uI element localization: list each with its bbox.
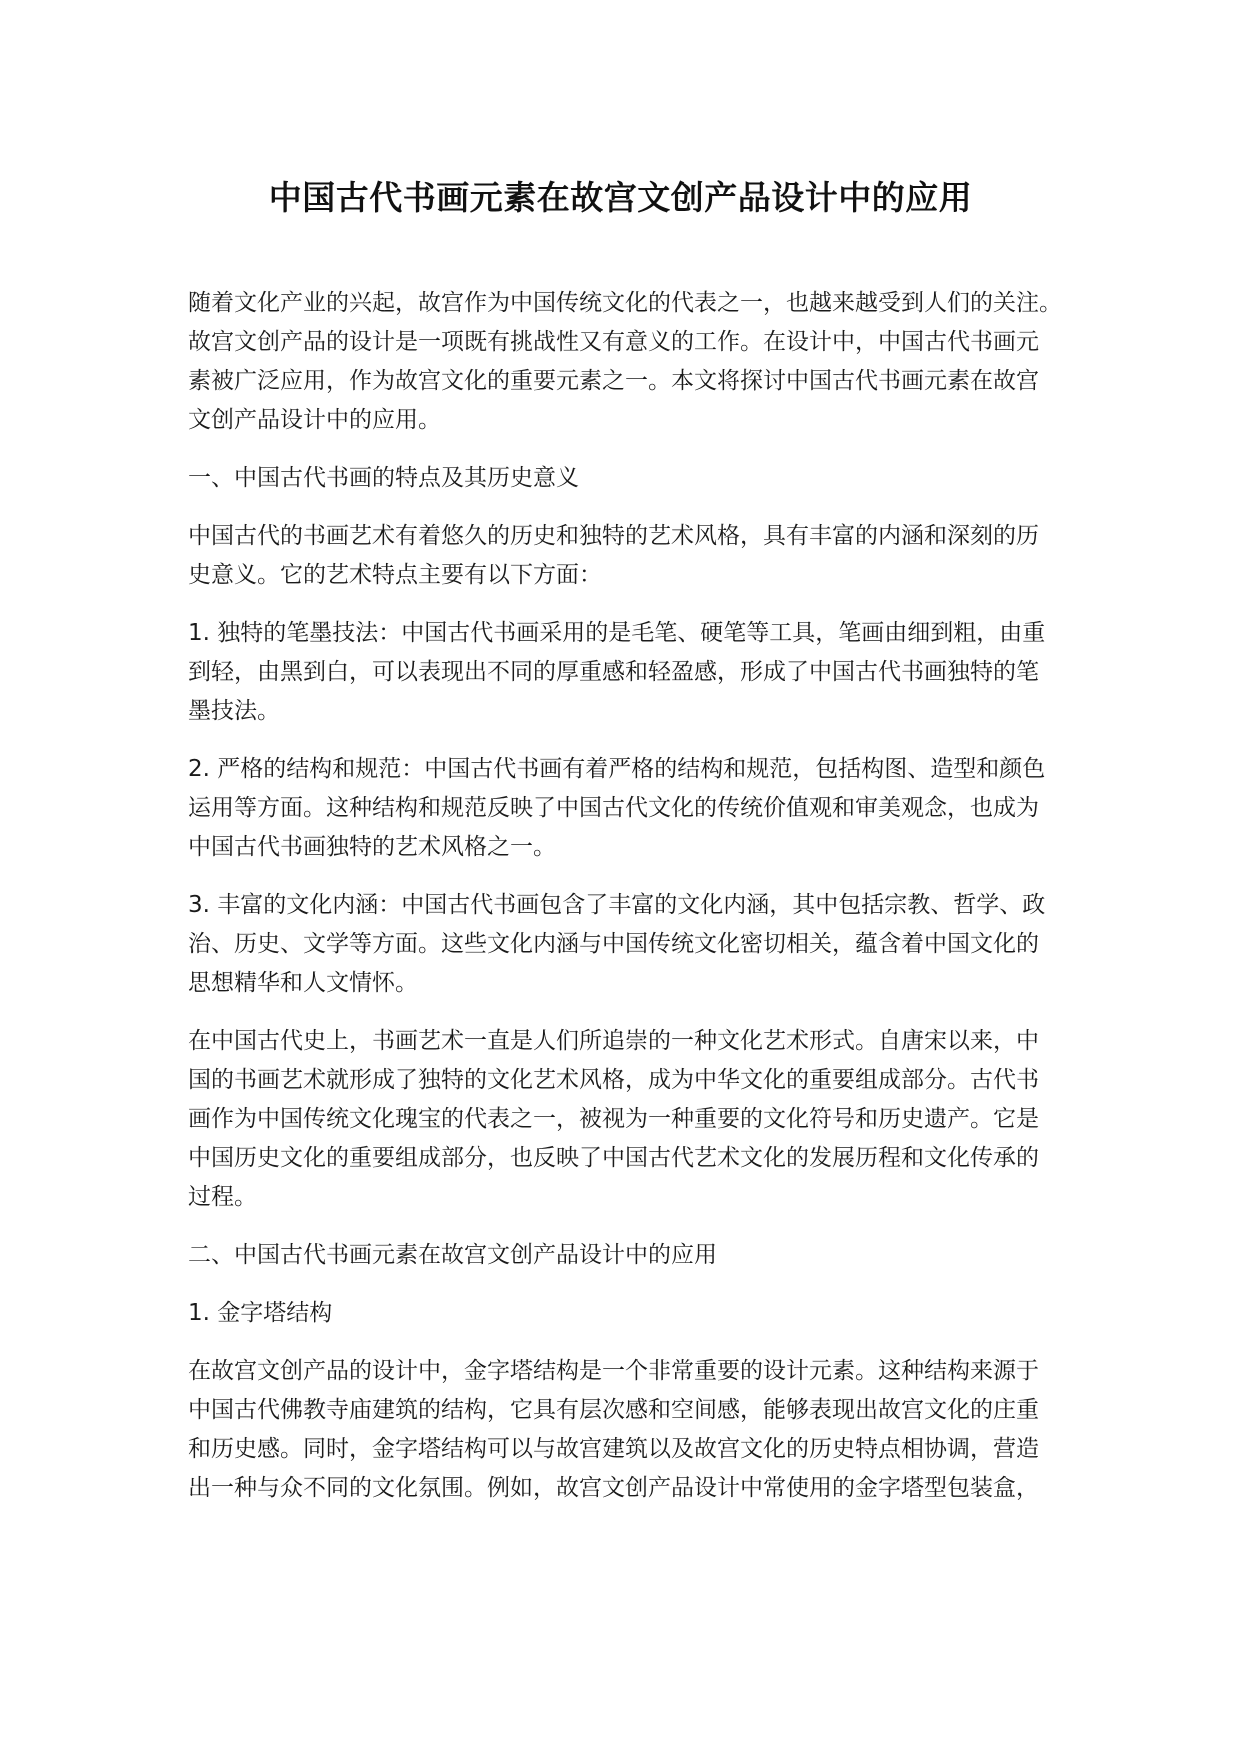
text-line: 文创产品设计中的应用。 <box>188 407 441 433</box>
text-line: 素被广泛应用，作为故宫文化的重要元素之一。本文将探讨中国古代书画元素在故宫 <box>188 368 1039 394</box>
document-title: 中国古代书画元素在故宫文创产品设计中的应用 <box>268 178 973 217</box>
text-line: 中国古代书画独特的艺术风格之一。 <box>188 834 556 860</box>
text-line: 墨技法。 <box>188 698 280 724</box>
text-line: 中国历史文化的重要组成部分，也反映了中国古代艺术文化的发展历程和文化传承的 <box>188 1145 1039 1171</box>
text-line: 2. 严格的结构和规范：中国古代书画有着严格的结构和规范，包括构图、造型和颜色 <box>188 756 1046 782</box>
text-line: 故宫文创产品的设计是一项既有挑战性又有意义的工作。在设计中，中国古代书画元 <box>188 329 1039 355</box>
text-line: 到轻，由黑到白，可以表现出不同的厚重感和轻盈感，形成了中国古代书画独特的笔 <box>188 659 1039 685</box>
text-line: 史意义。它的艺术特点主要有以下方面： <box>188 562 602 588</box>
paragraph <box>188 1352 1068 1508</box>
paragraph <box>188 614 1068 731</box>
paragraph <box>188 517 1068 595</box>
text-line: 运用等方面。这种结构和规范反映了中国古代文化的传统价值观和审美观念，也成为 <box>188 795 1039 821</box>
paragraph <box>188 750 1068 867</box>
paragraph <box>188 459 1068 498</box>
text-line: 一、中国古代书画的特点及其历史意义 <box>188 465 579 491</box>
paragraph <box>188 1236 1068 1275</box>
text-line: 国的书画艺术就形成了独特的文化艺术风格，成为中华文化的重要组成部分。古代书 <box>188 1067 1039 1093</box>
text-line: 1. 独特的笔墨技法：中国古代书画采用的是毛笔、硬笔等工具，笔画由细到粗，由重 <box>188 620 1046 646</box>
text-line: 出一种与众不同的文化氛围。例如，故宫文创产品设计中常使用的金字塔型包装盒， <box>188 1475 1039 1501</box>
text-line: 1. 金字塔结构 <box>188 1300 333 1326</box>
paragraph <box>188 1022 1068 1217</box>
text-line: 中国古代的书画艺术有着悠久的历史和独特的艺术风格，具有丰富的内涵和深刻的历 <box>188 523 1039 549</box>
text-line: 二、中国古代书画元素在故宫文创产品设计中的应用 <box>188 1242 717 1268</box>
text-line: 治、历史、文学等方面。这些文化内涵与中国传统文化密切相关，蕴含着中国文化的 <box>188 931 1039 957</box>
paragraph <box>188 1294 1068 1333</box>
text-line: 思想精华和人文情怀。 <box>188 970 418 996</box>
text-line: 过程。 <box>188 1184 257 1210</box>
document-body <box>188 284 1068 1527</box>
text-line: 画作为中国传统文化瑰宝的代表之一，被视为一种重要的文化符号和历史遗产。它是 <box>188 1106 1039 1132</box>
paragraph <box>188 886 1068 1003</box>
text-line: 随着文化产业的兴起，故宫作为中国传统文化的代表之一，也越来越受到人们的关注。 <box>188 290 1062 316</box>
text-line: 在中国古代史上，书画艺术一直是人们所追崇的一种文化艺术形式。自唐宋以来，中 <box>188 1028 1039 1054</box>
text-line: 和历史感。同时，金字塔结构可以与故宫建筑以及故宫文化的历史特点相协调，营造 <box>188 1436 1039 1462</box>
text-line: 在故宫文创产品的设计中，金字塔结构是一个非常重要的设计元素。这种结构来源于 <box>188 1358 1039 1384</box>
paragraph <box>188 284 1068 440</box>
text-line: 中国古代佛教寺庙建筑的结构，它具有层次感和空间感，能够表现出故宫文化的庄重 <box>188 1397 1039 1423</box>
text-line: 3. 丰富的文化内涵：中国古代书画包含了丰富的文化内涵，其中包括宗教、哲学、政 <box>188 892 1046 918</box>
